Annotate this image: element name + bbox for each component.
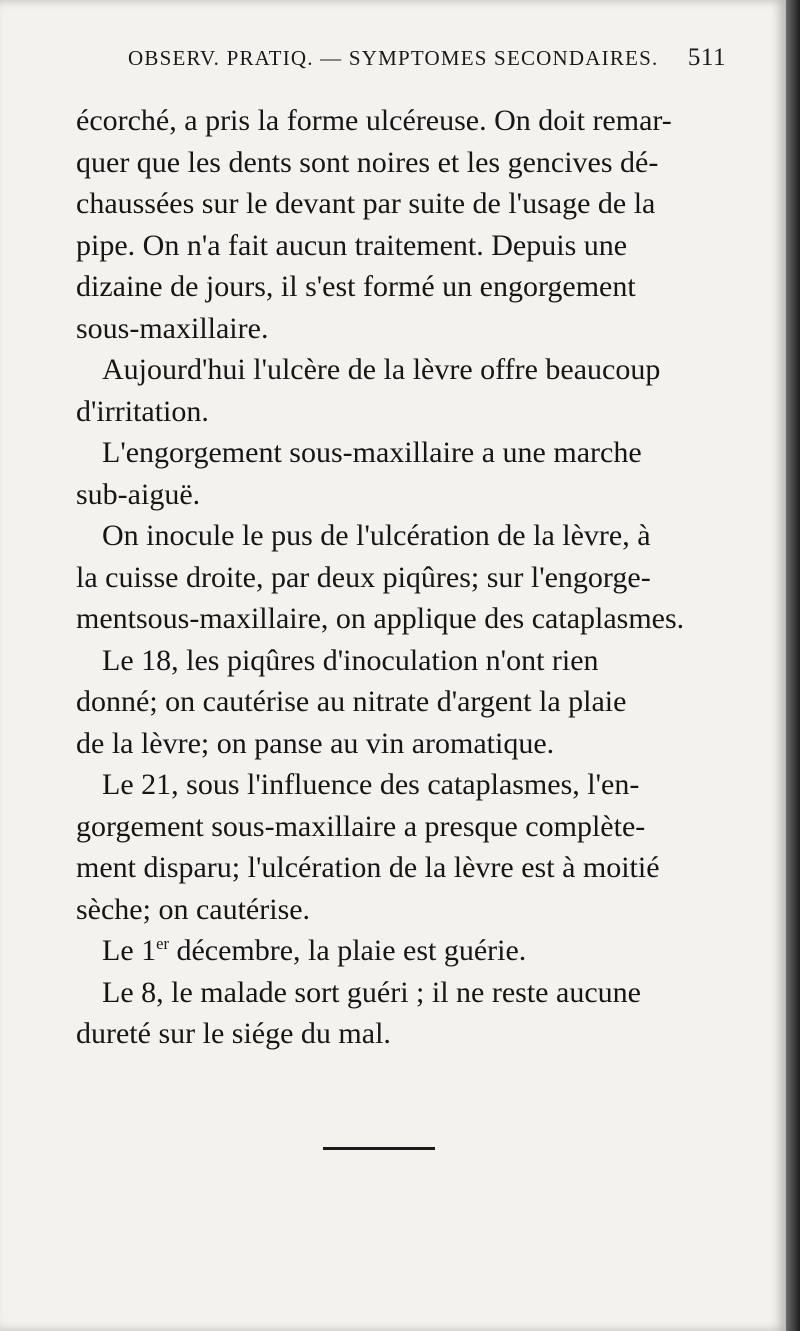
- text-line: Aujourd'hui l'ulcère de la lèvre offre beaucoup: [102, 353, 661, 386]
- text-line: Le 18, les piqûres d'inoculation n'ont rien: [102, 643, 599, 677]
- text-line: chaussées sur le devant par suite de l'usage de la: [76, 187, 656, 220]
- text-line: Le 21, sous l'influence des cataplasmes, l'en-: [102, 768, 640, 801]
- running-head: [128, 46, 726, 71]
- text-fragment: Le 1: [102, 934, 157, 967]
- text-line: donné; on cautérise au nitrate d'argent la plaie: [76, 685, 627, 718]
- page-edge-shadow: [786, 0, 800, 1331]
- paragraph-2: [76, 349, 722, 432]
- text-line: On inocule le pus de l'ulcération de la lèvre, à: [102, 519, 651, 552]
- text-line: gorgement sous-maxillaire a presque complète-: [76, 809, 646, 843]
- text-line: L'engorgement sous-maxillaire a une marche: [102, 436, 642, 469]
- superscript: er: [156, 934, 169, 953]
- paragraph-3: [76, 432, 722, 515]
- text-line: ment disparu; l'ulcération de la lèvre est à moitié: [76, 851, 660, 884]
- paragraph-5: [76, 640, 722, 765]
- paragraph-4: [76, 515, 722, 640]
- text-line: sous-maxillaire.: [76, 311, 269, 345]
- paragraph-6: [76, 764, 722, 930]
- text-line: de la lèvre; on panse au vin aromatique.: [76, 726, 555, 760]
- page-number: 511: [687, 44, 726, 71]
- text-line: quer que les dents sont noires et les gencives dé-: [76, 145, 659, 179]
- paragraph-8: [76, 972, 722, 1055]
- running-head-title: OBSERV. PRATIQ. — SYMPTOMES SECONDAIRES.: [128, 46, 659, 70]
- closing-rule: [323, 1147, 435, 1150]
- text-line: d'irritation.: [76, 394, 209, 428]
- text-line: dizaine de jours, il s'est formé un engorgement: [76, 270, 636, 303]
- text-line: écorché, a pris la forme ulcéreuse. On doit remar-: [76, 104, 672, 137]
- paragraph-1: [76, 100, 722, 349]
- text-line: dureté sur le siége du mal.: [76, 1017, 391, 1050]
- body-text: [76, 100, 722, 1055]
- text-line: la cuisse droite, par deux piqûres; sur l'engorge-: [76, 560, 651, 594]
- paragraph-7: [76, 930, 722, 972]
- text-line: pipe. On n'a fait aucun traitement. Depuis une: [76, 228, 628, 262]
- text-fragment: décembre, la plaie est guérie.: [168, 934, 527, 967]
- text-line: Le 8, le malade sort guéri ; il ne reste aucune: [102, 975, 641, 1009]
- text-line: sèche; on cautérise.: [76, 892, 311, 926]
- text-line: sub-aiguë.: [76, 477, 201, 511]
- text-line: mentsous-maxillaire, on applique des cataplasmes.: [76, 602, 685, 635]
